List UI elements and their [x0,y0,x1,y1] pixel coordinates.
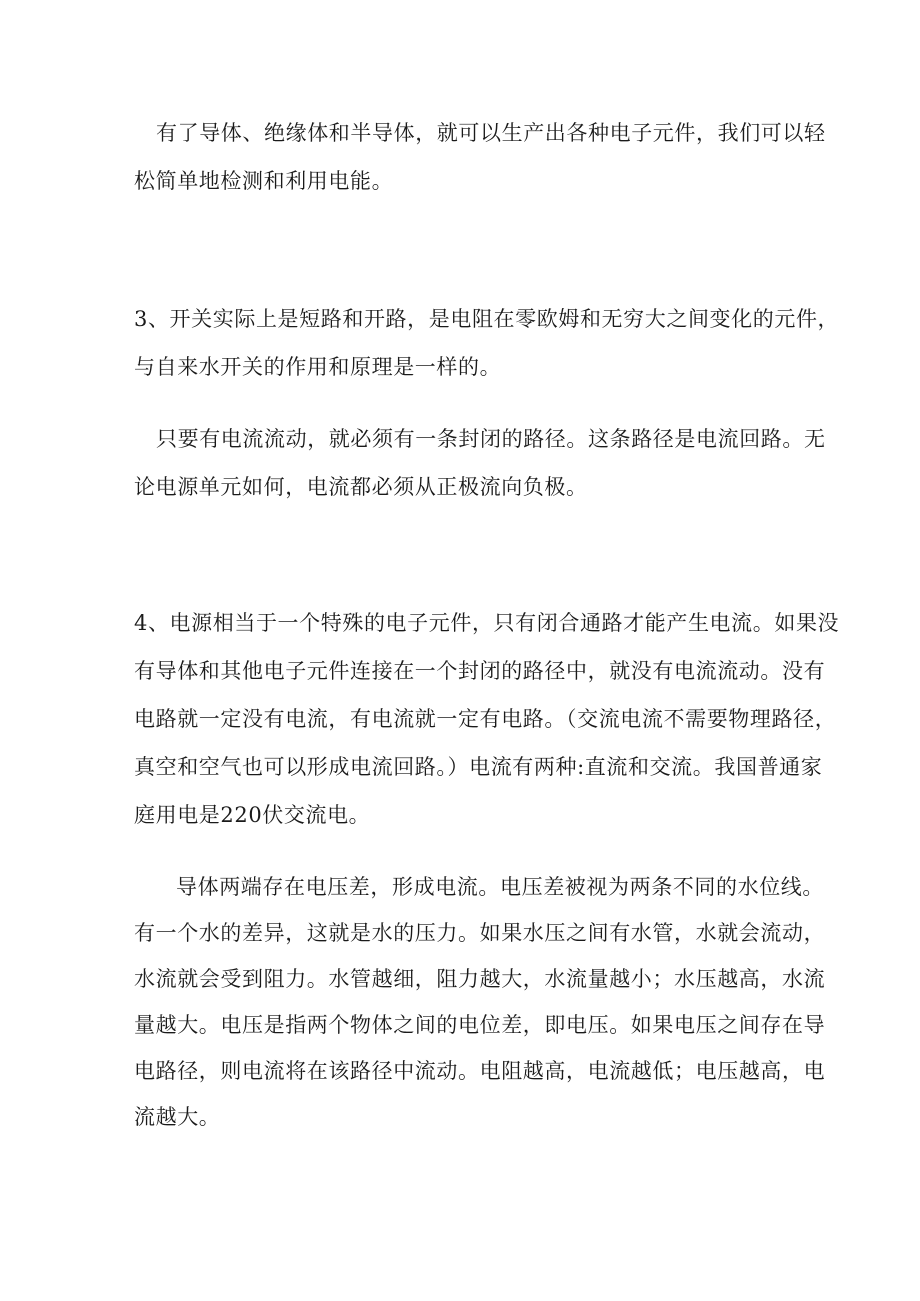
paragraph-line: 论电源单元如何，电流都必须从正极流向负极。 [134,475,588,499]
paragraph-line: 只要有电流流动，就必须有一条封闭的路径。这条路径是电流回路。无 [156,427,826,451]
paragraph-line: 松简单地检测和利用电能。 [134,169,394,193]
paragraph-line: 流越大。 [134,1105,221,1129]
paragraph-line: 电路就一定没有电流，有电流就一定有电路。（交流电流不需要物理路径， [134,707,837,731]
paragraph-line: 3、开关实际上是短路和开路，是电阻在零欧姆和无穷大之间变化的元件， [134,307,840,331]
paragraph-line: 有了导体、绝缘体和半导体，就可以生产出各种电子元件，我们可以轻 [156,121,826,145]
paragraph-line: 庭用电是220伏交流电。 [134,803,371,827]
paragraph-line: 导体两端存在电压差，形成电流。电压差被视为两条不同的水位线。 [176,875,824,899]
paragraph-line: 有一个水的差异，这就是水的压力。如果水压之间有水管，水就会流动， [134,921,826,945]
paragraph-line: 真空和空气也可以形成电流回路。）电流有两种:直流和交流。我国普通家 [134,755,823,779]
paragraph-line: 电路径，则电流将在该路径中流动。电阻越高，电流越低；电压越高，电 [134,1059,826,1083]
paragraph-line: 有导体和其他电子元件连接在一个封闭的路径中，就没有电流流动。没有 [134,659,826,683]
paragraph-line: 量越大。电压是指两个物体之间的电位差，即电压。如果电压之间存在导 [134,1013,826,1037]
paragraph-line: 4、电源相当于一个特殊的电子元件，只有闭合通路才能产生电流。如果没 [134,611,840,635]
paragraph-line: 水流就会受到阻力。水管越细，阻力越大，水流量越小；水压越高，水流 [134,967,826,991]
paragraph-line: 与自来水开关的作用和原理是一样的。 [134,355,502,379]
